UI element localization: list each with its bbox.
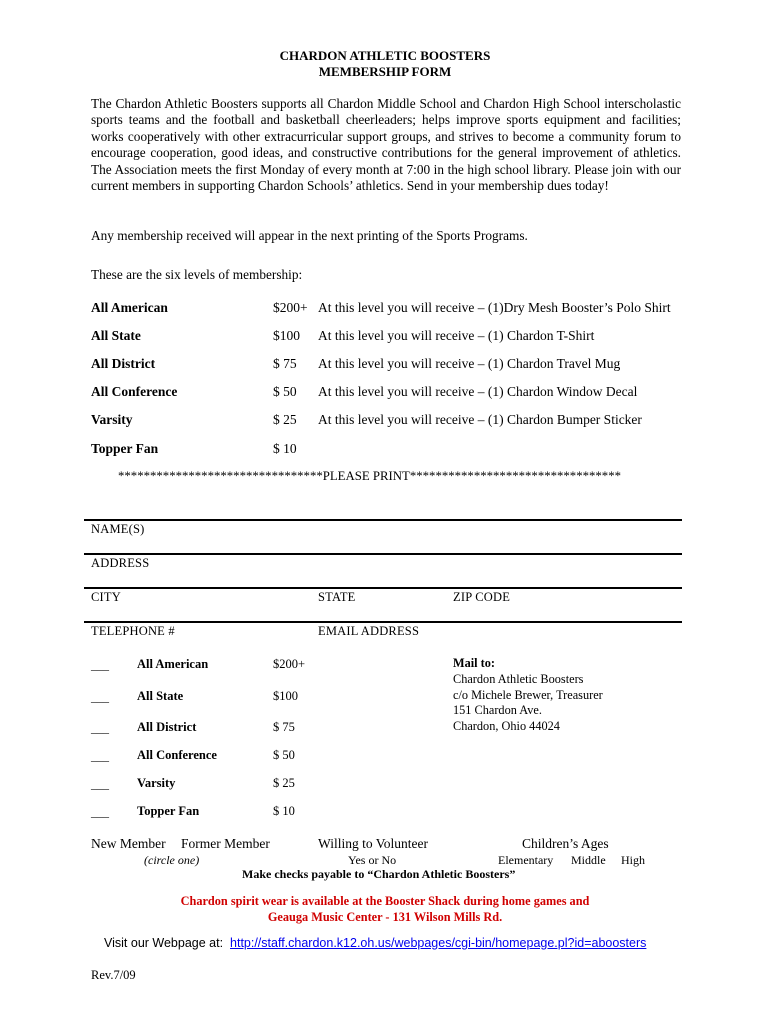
level-reward: At this level you will receive – (1) Chardon Window Decal [318,384,638,399]
mail-to-line: c/o Michele Brewer, Treasurer [453,687,603,702]
spirit-wear-notice-line2: Geauga Music Center - 131 Wilson Mills Rd. [267,910,503,924]
level-price: $ 10 [273,441,297,456]
level-check-name: All American [137,657,209,671]
yes-no-option: Yes or No [348,853,397,867]
level-name: All District [91,356,156,371]
address-field-label: ADDRESS [91,556,150,570]
divider-line [84,587,682,589]
level-check-name: All Conference [137,748,217,762]
please-print-banner: ********************************PLEASE PRINT********************************* [118,469,621,483]
names-field-label: NAME(S) [91,522,145,536]
level-check-name: All State [137,689,184,703]
level-check-blank: ___ [91,749,109,763]
new-member-option: New Member [91,836,166,851]
level-price: $200+ [273,300,308,315]
level-name: Varsity [91,412,133,427]
volunteer-label: Willing to Volunteer [318,836,428,851]
telephone-field-label: TELEPHONE # [91,624,175,638]
level-check-price: $ 25 [273,776,295,790]
level-check-price: $ 10 [273,804,295,818]
divider-line [84,553,682,555]
level-check-price: $200+ [273,657,306,671]
form-title-line2: MEMBERSHIP FORM [318,64,452,79]
level-price: $ 25 [273,412,297,427]
state-field-label: STATE [318,590,356,604]
revision-label: Rev.7/09 [91,968,136,982]
middle-option: Middle [571,853,606,867]
level-reward: At this level you will receive – (1)Dry Mesh Booster’s Polo Shirt [318,300,671,315]
mail-to-block [453,656,603,735]
level-check-price: $ 75 [273,720,295,734]
intro-paragraph: The Chardon Athletic Boosters supports all Chardon Middle School and Chardon High School interscholastic sports teams and the football and basketball cheerleaders; helps improve sports equipment and facilities; works cooperatively with other extracurricular support groups, and strives to become a community forum to encourage cooperation, good ideas, and constructive contributions for the general improvement of athletics. The Association meets the first Monday of every month at 7:00 in the high school library. Please join with our current members in supporting Chardon Schools’ athletics. Send in your membership dues today! [91,96,681,194]
level-check-price: $100 [273,689,298,703]
levels-intro: These are the six levels of membership: [91,267,303,282]
level-name: All State [91,328,141,343]
level-reward: At this level you will receive – (1) Chardon T-Shirt [318,328,595,343]
spirit-wear-notice-line1: Chardon spirit wear is available at the Booster Shack during home games and [180,894,590,908]
city-field-label: CITY [91,590,121,604]
email-field-label: EMAIL ADDRESS [318,624,420,638]
level-check-name: Varsity [137,776,176,790]
level-check-blank: ___ [91,777,109,791]
divider-line [84,519,682,521]
elementary-option: Elementary [498,853,554,867]
level-check-blank: ___ [91,721,109,735]
level-check-blank: ___ [91,658,109,672]
mail-to-line: Chardon, Ohio 44024 [453,719,560,734]
zip-field-label: ZIP CODE [453,590,511,604]
level-price: $100 [273,328,300,343]
website-line [104,936,646,950]
level-name: All Conference [91,384,178,399]
level-check-blank: ___ [91,690,109,704]
mail-to-line: Chardon Athletic Boosters [453,671,584,686]
level-check-price: $ 50 [273,748,295,762]
website-label: Visit our Webpage at: [104,936,224,950]
divider-line [84,621,682,623]
mail-to-line: 151 Chardon Ave. [453,703,542,718]
high-option: High [621,853,645,867]
children-ages-label: Children’s Ages [522,836,609,851]
level-check-blank: ___ [91,805,109,819]
level-reward: At this level you will receive – (1) Chardon Bumper Sticker [318,412,642,427]
level-name: Topper Fan [91,441,159,456]
level-name: All American [91,300,168,315]
programs-note: Any membership received will appear in the next printing of the Sports Programs. [91,228,528,243]
circle-one-note: (circle one) [144,853,200,867]
form-title-line1: CHARDON ATHLETIC BOOSTERS [279,48,491,63]
level-price: $ 75 [273,356,297,371]
former-member-option: Former Member [181,836,270,851]
level-reward: At this level you will receive – (1) Chardon Travel Mug [318,356,621,371]
checks-payable-note: Make checks payable to “Chardon Athletic Boosters” [242,867,516,881]
level-check-name: Topper Fan [137,804,200,818]
level-check-name: All District [137,720,197,734]
mail-to-heading: Mail to: [453,656,496,670]
website-link[interactable]: http://staff.chardon.k12.oh.us/webpages/cgi-bin/homepage.pl?id=aboosters [230,936,647,950]
level-price: $ 50 [273,384,297,399]
